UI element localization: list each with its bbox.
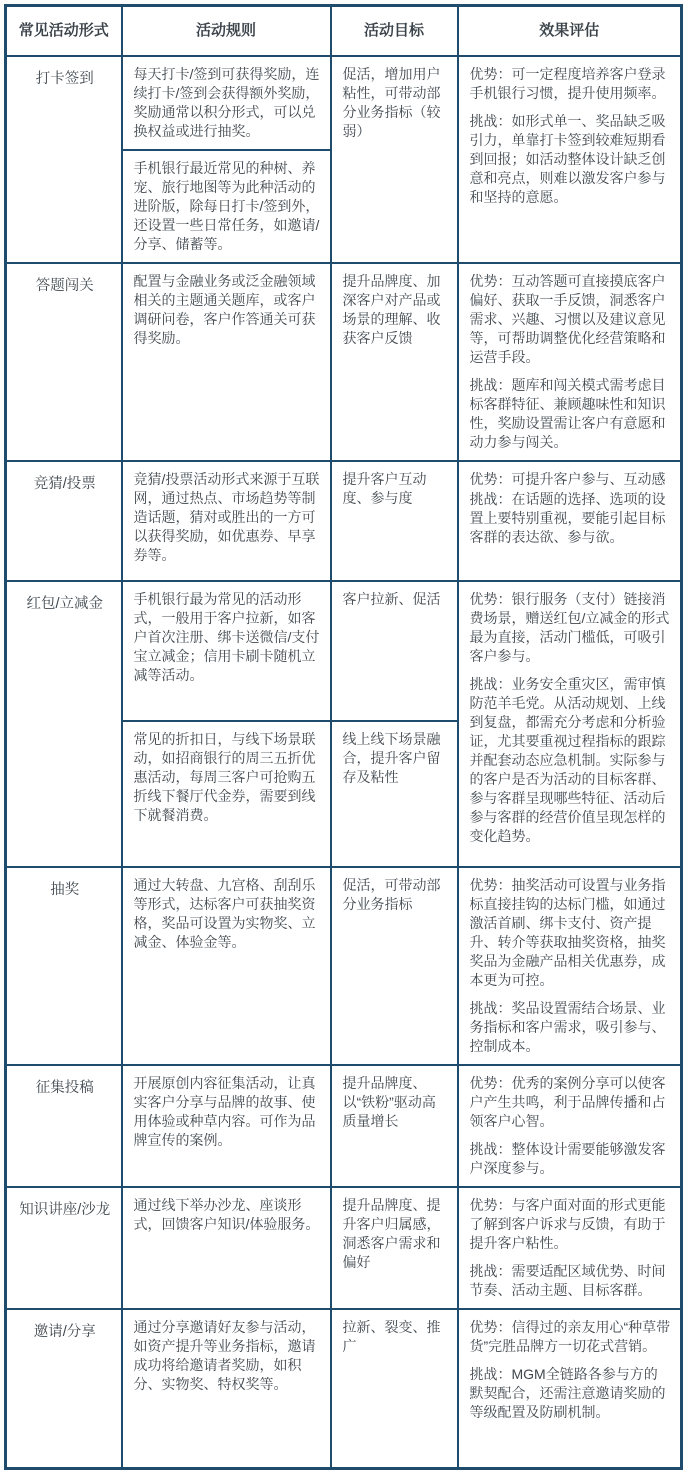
advantage-text: 优势：优秀的案例分享可以使客户产生共鸣，利于品牌传播和占领客户心智。 — [469, 1074, 666, 1129]
cell-rule — [122, 721, 331, 867]
rule-text: 每天打卡/签到可获得奖励，连续打卡/签到会获得额外奖励，奖励通常以积分形式，可以兑换权益或进行抽奖。 — [133, 65, 320, 139]
cell-effect — [458, 1187, 682, 1309]
cell-activity-form: 红包/立减金 — [6, 581, 122, 867]
cell-goal — [331, 721, 458, 867]
cell-goal — [331, 867, 458, 1065]
challenge-text: 挑战：需要适配区域优势、时间节奏、活动主题、目标客群。 — [469, 1262, 666, 1298]
challenge-text: 挑战：整体设计需要能够激发客户深度参与。 — [469, 1140, 666, 1176]
advantage-text: 优势：信得过的亲友用心“种草带货”完胜品牌方一切花式营销。 — [469, 1318, 671, 1354]
challenge-text: 挑战：MGM全链路各参与方的默契配合，还需注意邀请奖励的等级配置及防刷机制。 — [469, 1365, 666, 1420]
rule-text: 通过线下举办沙龙、座谈形式，回馈客户知识/体验服务。 — [133, 1196, 320, 1232]
table-row-guess-vote — [6, 461, 682, 581]
challenge-text: 挑战：如形式单一、奖品缺乏吸引力，单靠打卡签到较难短期看到回报；如活动整体设计缺乏创意和亮点，则难以激发客户参与和坚持的意愿。 — [469, 112, 666, 205]
cell-goal — [331, 1187, 458, 1309]
cell-activity-form: 答题闯关 — [6, 263, 122, 461]
col-header-effect-evaluation: 效果评估 — [458, 6, 682, 56]
cell-activity-form: 竞猜/投票 — [6, 461, 122, 581]
table-row-lottery — [6, 867, 682, 1065]
cell-rule — [122, 581, 331, 721]
cell-activity-form: 打卡签到 — [6, 56, 122, 263]
cell-goal — [331, 1065, 458, 1187]
goal-text: 线上线下场景融合，提升客户留存及粘性 — [342, 730, 441, 785]
rule-text: 手机银行最近常见的种树、养宠、旅行地图等为此种活动的进阶版，除每日打卡/签到外，还设置一些日常任务，如邀请/分享、储蓄等。 — [133, 159, 320, 252]
table-row-ugc-collection — [6, 1065, 682, 1187]
col-header-activity-rules: 活动规则 — [122, 6, 331, 56]
cell-effect — [458, 56, 682, 263]
challenge-text: 挑战：奖品设置需结合场景、业务指标和客户需求，吸引参与、控制成本。 — [469, 999, 666, 1054]
challenge-text: 挑战：在话题的选择、选项的设置上要特别重视，要能引起目标客群的表达欲、参与欲。 — [469, 490, 666, 545]
advantage-text: 优势：互动答题可直接摸底客户偏好、获取一手反馈，洞悉客户需求、兴趣、习惯以及建议意见等，可帮助调整优化经营策略和运营手段。 — [469, 272, 666, 365]
table-row-quiz — [6, 263, 682, 461]
cell-effect — [458, 867, 682, 1065]
cell-rule — [122, 150, 331, 263]
goal-text: 客户拉新、促活 — [342, 590, 441, 607]
advantage-text: 优势：与客户面对面的形式更能了解到客户诉求与反馈，有助于提升客户粘性。 — [469, 1196, 666, 1251]
rule-text: 通过大转盘、九宫格、刮刮乐等形式，达标客户可获抽奖资格，奖品可设置为实物奖、立减金、体验金等。 — [133, 876, 316, 950]
challenge-text: 挑战：业务安全重灾区，需审慎防范羊毛党。从活动规划、上线到复盘，都需充分考虑和分析验证，尤其要重视过程指标的跟踪并配套动态应急机制。实际参与的客户是否为活动的目标客群、参与客群呈现哪些特征、活动后参与客群的经营价值呈现怎样的变化趋势。 — [469, 675, 666, 844]
cell-goal — [331, 263, 458, 461]
table-row-invite-share — [6, 1309, 682, 1469]
cell-goal — [331, 56, 458, 263]
cell-rule — [122, 867, 331, 1065]
goal-text: 促活，可带动部分业务指标 — [342, 876, 441, 912]
cell-goal — [331, 1309, 458, 1469]
table-row-redpacket — [6, 581, 682, 721]
cell-activity-form: 抽奖 — [6, 867, 122, 1065]
cell-effect — [458, 1065, 682, 1187]
cell-rule — [122, 1187, 331, 1309]
goal-text: 提升客户互动度、参与度 — [342, 470, 427, 506]
goal-text: 提升品牌度、提升客户归属感，洞悉客户需求和偏好 — [342, 1196, 441, 1270]
table-row-checkin — [6, 56, 682, 150]
activity-comparison-table — [4, 4, 683, 1470]
advantage-text: 优势：可提升客户参与、互动感 — [469, 470, 666, 487]
cell-effect — [458, 461, 682, 581]
goal-text: 促活，增加用户粘性，可带动部分业务指标（较弱） — [342, 65, 441, 139]
col-header-activity-form: 常见活动形式 — [6, 6, 122, 56]
goal-text: 拉新、裂变、推广 — [342, 1318, 441, 1354]
goal-text: 提升品牌度、以“铁粉”驱动高质量增长 — [342, 1074, 436, 1129]
rule-text: 开展原创内容征集活动，让真实客户分享与品牌的故事、使用体验或种草内容。可作为品牌宣传的案例。 — [133, 1074, 316, 1148]
cell-activity-form: 知识讲座/沙龙 — [6, 1187, 122, 1309]
advantage-text: 优势：抽奖活动可设置与业务指标直接挂钩的达标门槛，如通过激活首刷、绑卡支付、资产提升、转介等获取抽奖资格，抽奖奖品为金融产品相关优惠券，成本更为可控。 — [469, 876, 666, 988]
rule-text: 手机银行最为常见的活动形式，一般用于客户拉新，如客户首次注册、绑卡送微信/支付宝立减金；信用卡刷卡随机立减等活动。 — [133, 590, 320, 683]
cell-effect — [458, 263, 682, 461]
cell-effect — [458, 581, 682, 867]
header-row — [6, 6, 682, 56]
cell-rule — [122, 56, 331, 150]
cell-activity-form: 征集投稿 — [6, 1065, 122, 1187]
cell-rule — [122, 461, 331, 581]
advantage-text: 优势：银行服务（支付）链接消费场景，赠送红包/立减金的形式最为直接，活动门槛低，可吸引客户参与。 — [469, 590, 670, 664]
goal-text: 提升品牌度、加深客户对产品或场景的理解、收获客户反馈 — [342, 272, 441, 346]
advantage-text: 优势：可一定程度培养客户登录手机银行习惯，提升使用频率。 — [469, 65, 666, 101]
cell-goal — [331, 461, 458, 581]
rule-text: 竞猜/投票活动形式来源于互联网，通过热点、市场趋势等制造话题，猜对或胜出的一方可以获得奖励，如优惠券、早享券等。 — [133, 470, 320, 563]
table-row-lecture-salon — [6, 1187, 682, 1309]
cell-goal — [331, 581, 458, 721]
rule-text: 常见的折扣日，与线下场景联动，如招商银行的周三五折优惠活动，每周三客户可抢购五折线下餐厅代金券，需要到线下就餐消费。 — [133, 730, 316, 823]
challenge-text: 挑战：题库和闯关模式需考虑目标客群特征、兼顾趣味性和知识性，奖励设置需让客户有意愿和动力参与闯关。 — [469, 376, 666, 450]
cell-effect — [458, 1309, 682, 1469]
rule-text: 通过分享邀请好友参与活动，如资产提升等业务指标，邀请成功将给邀请者奖励，如积分、实物奖、特权奖等。 — [133, 1318, 316, 1392]
cell-rule — [122, 1065, 331, 1187]
col-header-activity-goal: 活动目标 — [331, 6, 458, 56]
cell-rule — [122, 263, 331, 461]
cell-rule — [122, 1309, 331, 1469]
rule-text: 配置与金融业务或泛金融领域相关的主题通关题库，或客户调研问卷，客户作答通关可获得奖励。 — [133, 272, 316, 346]
cell-activity-form: 邀请/分享 — [6, 1309, 122, 1469]
